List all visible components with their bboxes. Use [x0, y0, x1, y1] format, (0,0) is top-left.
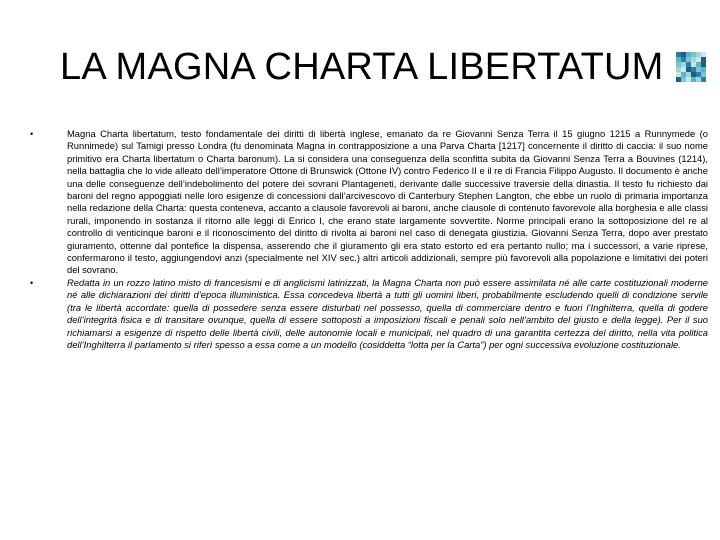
bullet-text-1: Magna Charta libertatum, testo fondamentale dei diritti di libertà inglese, emanato da re Giovanni Senza Terra il 15 giugno 1215 a Runnymede (o Runnimede) sul Tamigi presso Londra (fu denominata Magna in contrapposizione a una Parva Charta [1217] concernente il diritto di caccia: il suo nome primitivo era Charta libertatum o Charta baronum). La si considera una conseguenza della sconfitta subita da Giovanni Senza Terra a Bouvines (1214), nella battaglia che lo vide alleato dell’imperatore Ottone di Brunswick (Ottone IV) contro Federico II e il re di Francia Filippo Augusto. Il documento è anche una delle conseguenze dell’indebolimento del potere dei sovrani Plantageneti, derivante dalle successive traversie della dinastia. Il testo fu richiesto dai baroni del regno appoggiati nelle loro esigenze di concessioni dall’arcivescovo di Canterbury Stephen Langton, che ebbe un ruolo di primaria importanza nella redazione della Charta: questa conteneva, accanto a clausole favorevoli ai baroni, anche clausole di contenuto favorevole alla borghesia e alle classi rurali, imponendo in sostanza il ritorno alle leggi di Enrico I, che erano state largamente sovvertite. Norme principali erano la sottoposizione del re al controllo di venticinque baroni e il riconoscimento del diritto di rivolta ai baroni nel caso di denegata giustizia. Giovanni Senza Terra, dopo aver prestato giuramento, ottenne dal pontefice la dispensa, asserendo che il giuramento gli era stato estorto ed era pertanto nullo; ma i successori, a varie riprese, confermarono il testo, aggiungendovi anzi (specialmente nel XIV sec.) altri articoli addizionali, sempre più favorevoli alla popolazione e limitativi dei poteri del sovrano. — [67, 128, 708, 276]
bullet-item-2 — [30, 277, 708, 351]
bullet-list — [30, 128, 708, 351]
bullet-marker: • — [30, 277, 34, 288]
mosaic-tile — [701, 77, 706, 82]
bullet-text-2: Redatta in un rozzo latino misto di francesismi e di anglicismi latinizzati, la Magna Charta non può essere assimilata né alle carte costituzionali moderne né alle dichiarazioni dei diritti d’epoca illuministica. Essa concedeva libertà a tutti gli uomini liberi, probabilmente escludendo quelli di condizione servile (tra le libertà accordate: quella di possedere senza essere disturbati nel possesso, quella di commerciare dentro e fuori l’Inghilterra, quella di godere dell’integrità fisica e di transitare ovunque, quella di essere sottoposti a imposizioni fiscali e penali solo nell’ambito del giusto e della legge). Per il suo richiamarsi a esigenze di rispetto delle libertà civili, delle autonomie locali e municipali, nel quadro di una garantita certezza del diritto, nella vita politica dell’Inghilterra il parlamento si riferì spesso a essa come a un modello (cosiddetta “lotta per la Carta”) per ogni successiva evoluzione costituzionale. — [67, 276, 708, 350]
bullet-marker: • — [30, 129, 34, 139]
bullet-item-1 — [30, 128, 708, 277]
mosaic-square-icon — [676, 52, 706, 82]
slide-title: LA MAGNA CHARTA LIBERTATUM — [60, 46, 664, 88]
